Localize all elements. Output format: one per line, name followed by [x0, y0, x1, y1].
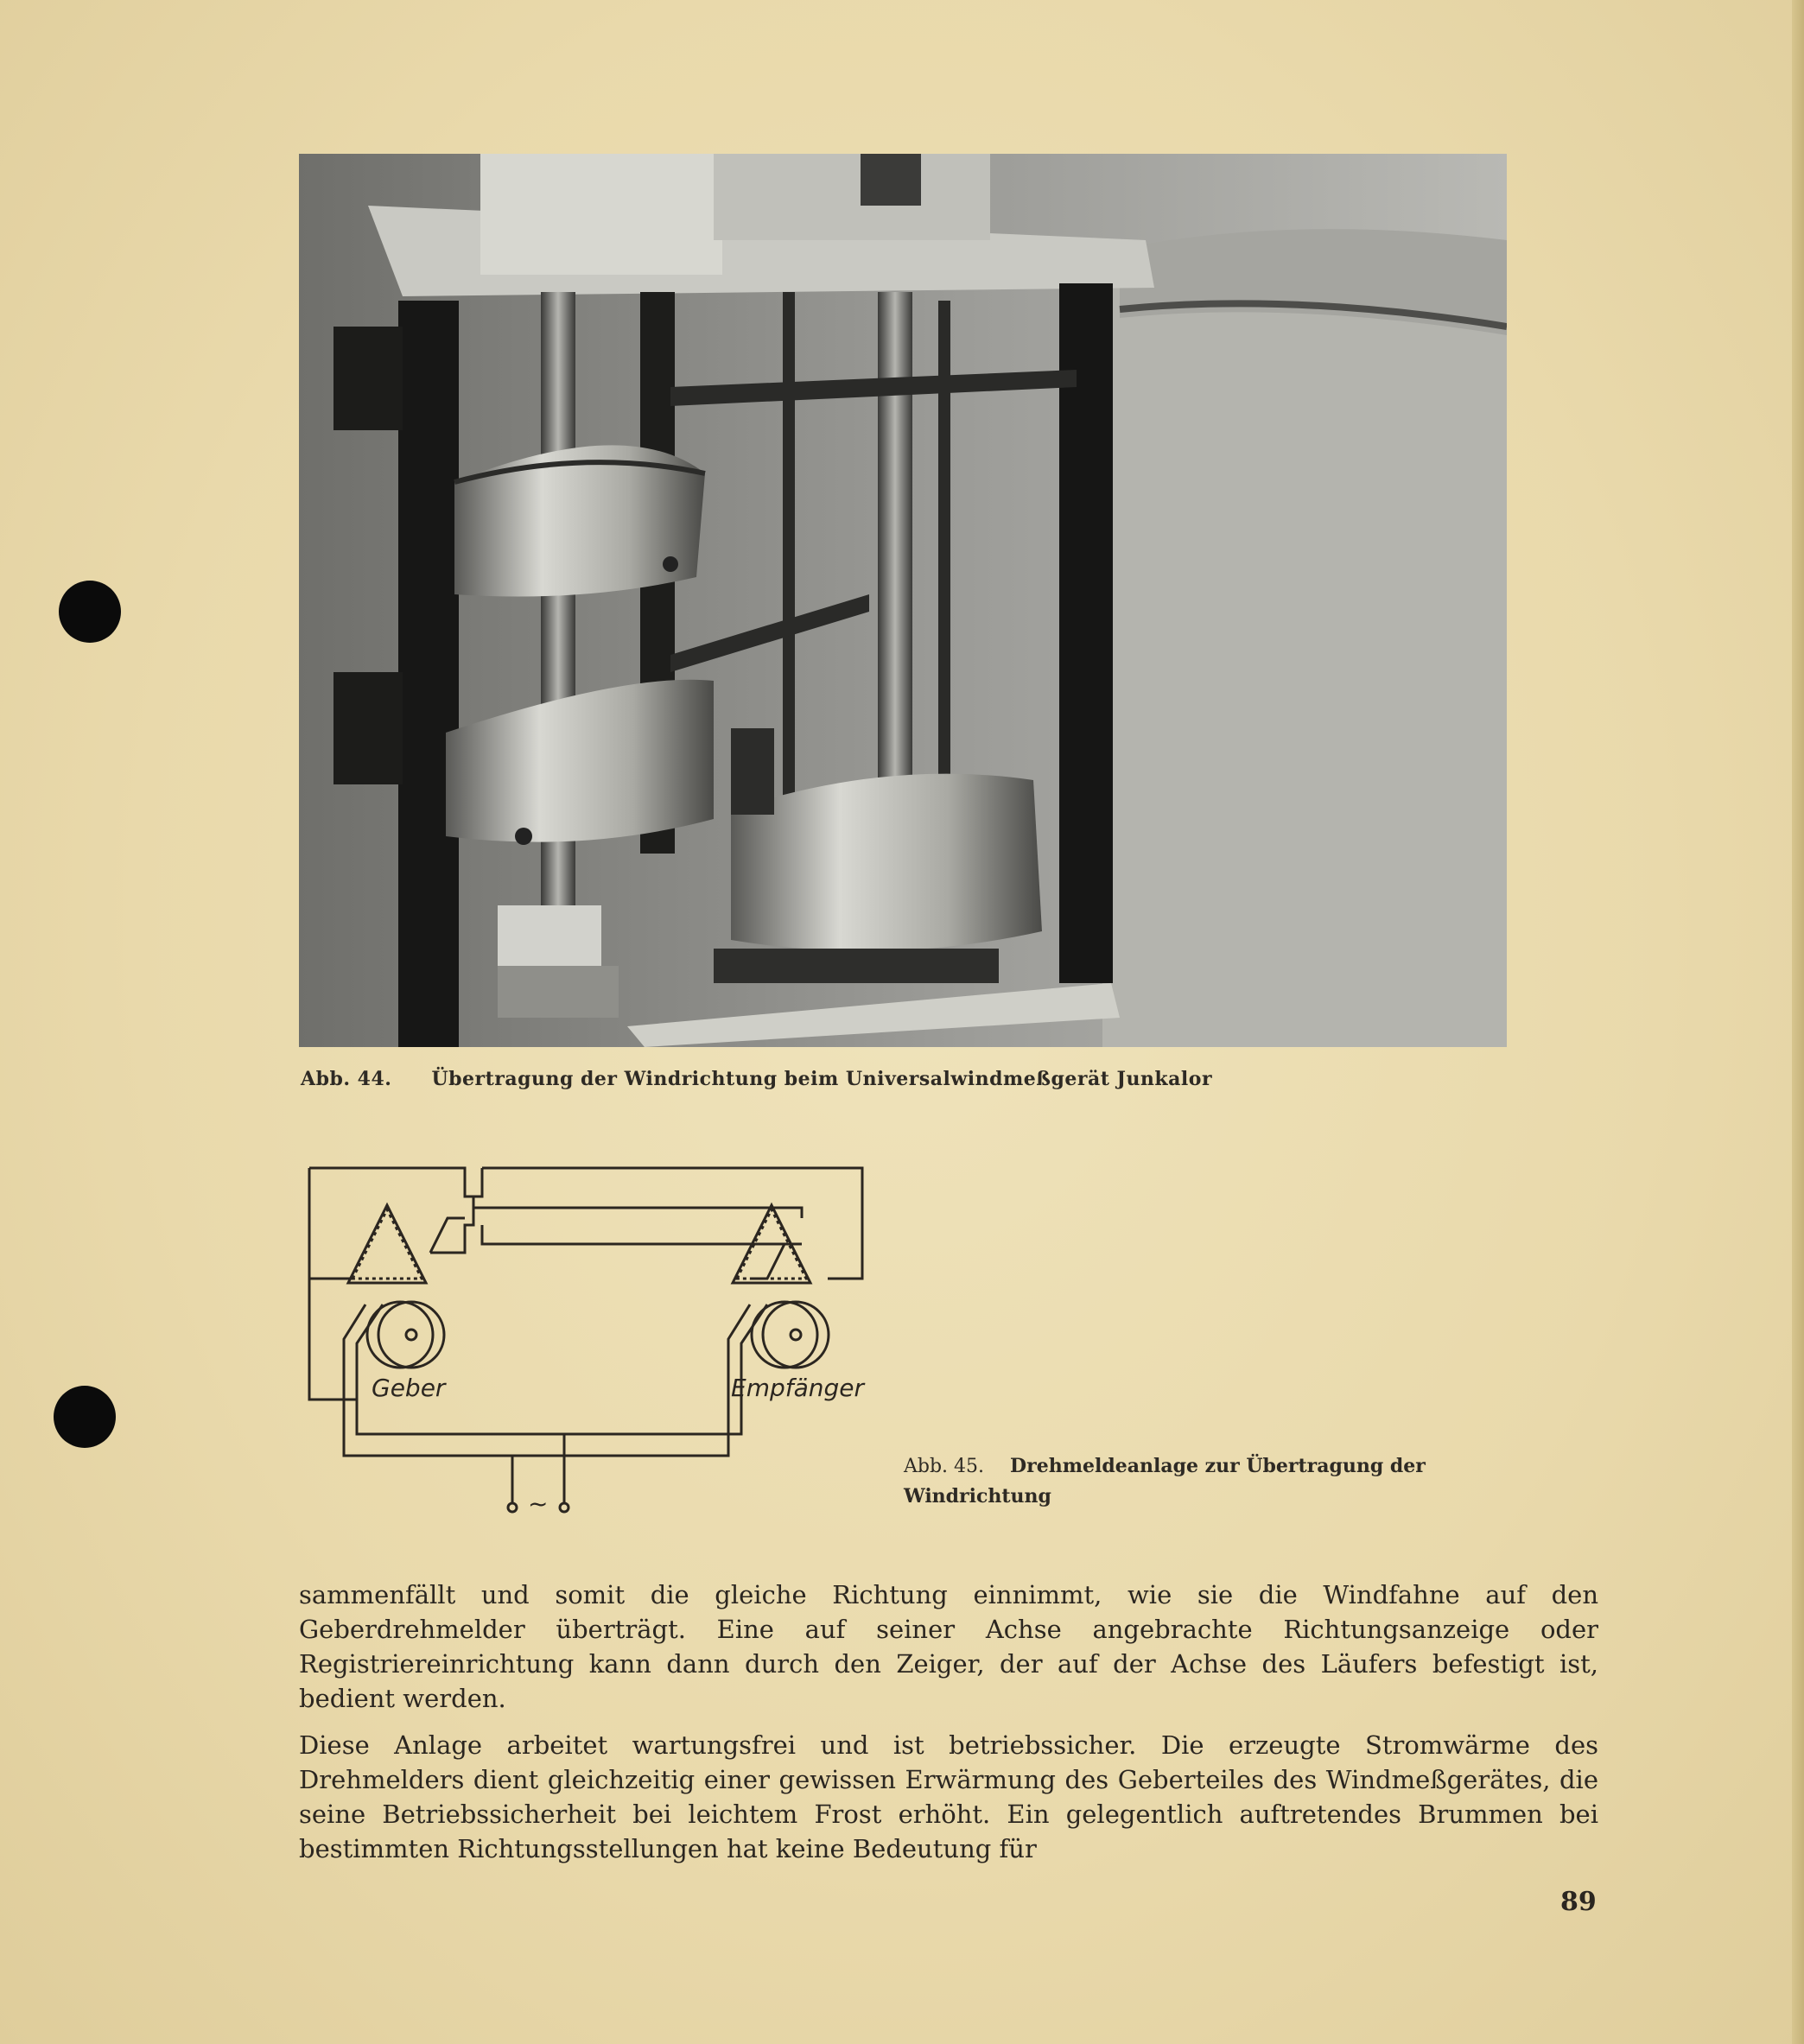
- figure-45-caption: [904, 1451, 1509, 1511]
- body-text: [299, 1577, 1598, 1878]
- figure-44-caption-text: Übertragung der Windrichtung beim Universalwindmeßgerät Junkalor: [431, 1068, 1213, 1090]
- figure-45-label: Abb. 45.: [904, 1456, 985, 1477]
- punch-hole-bottom: [54, 1386, 116, 1448]
- figure-44-caption: [301, 1068, 1424, 1090]
- figure-45-caption-text: Drehmeldeanlage zur Übertragung der Windrichtung: [904, 1455, 1426, 1508]
- ac-symbol: ~: [528, 1489, 549, 1518]
- figure-44-photo: [299, 154, 1507, 1047]
- paragraph: Diese Anlage arbeitet wartungsfrei und ist betriebssicher. Die erzeugte Stromwärme des Drehmelders dient gleichzeitig einer gewissen Erwärmung des Geberteiles des Windmeßgerätes, die seine Betriebssicherheit bei leichtem Frost erhöht. Ein gelegentlich auftretendes Brummen bei bestimmten Richtungsstellungen hat keine Bedeutung für: [299, 1730, 1598, 1863]
- empfaenger-label: Empfänger: [731, 1374, 865, 1402]
- page-edge: [1792, 0, 1804, 2044]
- figure-45-diagram: [301, 1158, 888, 1520]
- geber-label: Geber: [372, 1374, 446, 1402]
- paragraph: sammenfällt und somit die gleiche Richtung einnimmt, wie sie die Windfahne auf den Geberdrehmelder überträgt. Eine auf seiner Achse angebrachte Richtungsanzeige oder Registriereinrichtung kann dann durch den Zeiger, der auf der Achse des Läufers befestigt ist, bedient werden.: [299, 1580, 1598, 1713]
- punch-hole-top: [59, 581, 121, 643]
- page-number: 89: [1560, 1887, 1597, 1917]
- figure-44-label: Abb. 44.: [301, 1068, 392, 1090]
